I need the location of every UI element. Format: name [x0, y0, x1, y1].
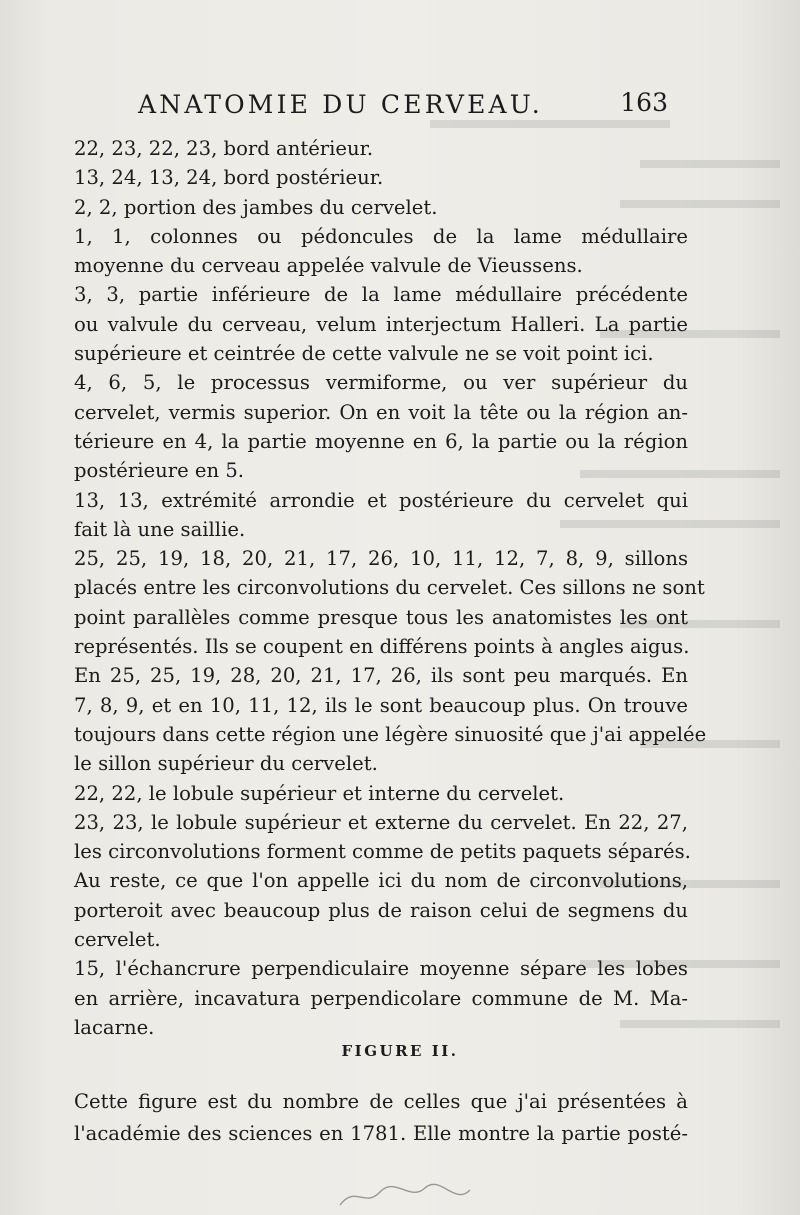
figure-heading: FIGURE II. [341, 1042, 459, 1060]
text-line: En 25, 25, 19, 28, 20, 21, 17, 26, ils sont peu marqués. En [74, 664, 688, 688]
paragraph [74, 544, 707, 778]
paragraph [74, 779, 688, 808]
text-line: 3, 3, partie inférieure de la lame médullaire précédente [74, 283, 688, 307]
text-line: supérieure et ceintrée de cette valvule ne se voit point ici. [74, 342, 654, 366]
text-line: placés entre les circonvolutions du cervelet. Ces sillons ne sont [74, 576, 705, 600]
text-line: les circonvolutions forment comme de petits paquets séparés. [74, 840, 691, 864]
text-line: 15, l'échancrure perpendiculaire moyenne sépare les lobes [74, 957, 688, 981]
text-line: 4, 6, 5, le processus vermiforme, ou ver supérieur du [74, 371, 688, 395]
text-line: postérieure en 5. [74, 459, 245, 483]
text-line: térieure en 4, la partie moyenne en 6, la partie ou la région [74, 429, 688, 453]
text-line: point parallèles comme presque tous les anatomistes les ont [74, 605, 688, 629]
text-line: en arrière, incavatura perpendicolare commune de M. Ma- [74, 986, 688, 1010]
text-line: l'académie des sciences en 1781. Elle montre la partie posté- [74, 1122, 688, 1145]
paragraph [74, 954, 688, 1042]
paragraph [74, 486, 688, 545]
text-line: 13, 13, extrémité arrondie et postérieure du cervelet qui [74, 488, 688, 512]
text-line: cervelet. [74, 928, 161, 952]
paragraph [74, 280, 688, 368]
text-line: porteroit avec beaucoup plus de raison celui de segmens du [74, 898, 688, 922]
handwritten-mark-icon [330, 1180, 480, 1210]
text-line: 22, 23, 22, 23, bord antérieur. [74, 137, 374, 160]
text-line: moyenne du cerveau appelée valvule de Vieussens. [74, 254, 583, 278]
paragraph [74, 808, 691, 954]
paragraph [74, 193, 688, 222]
running-title: ANATOMIE DU CERVEAU. [138, 90, 543, 119]
text-line: 2, 2, portion des jambes du cervelet. [74, 195, 438, 219]
paragraph [74, 368, 688, 485]
paragraph [74, 163, 688, 192]
page-header [138, 84, 668, 124]
text-line: toujours dans cette région une légère sinuosité que j'ai appelée [74, 722, 707, 746]
text-line: lacarne. [74, 1015, 155, 1039]
text-line: le sillon supérieur du cervelet. [74, 752, 378, 776]
paragraph [74, 222, 688, 281]
text-line: Au reste, ce que l'on appelle ici du nom de circonvolutions, [74, 869, 688, 893]
text-line: 22, 22, le lobule supérieur et interne du cervelet. [74, 781, 565, 805]
paragraph [74, 134, 688, 163]
text-line: 7, 8, 9, et en 10, 11, 12, ils le sont beaucoup plus. On trouve [74, 693, 688, 717]
text-line: 1, 1, colonnes ou pédoncules de la lame médullaire [74, 224, 688, 248]
text-line: 23, 23, le lobule supérieur et externe du cervelet. En 22, 27, [74, 810, 688, 834]
text-line: ou valvule du cerveau, velum interjectum Halleri. La partie [74, 312, 688, 336]
page-number: 163 [620, 88, 668, 117]
text-line: Cette figure est du nombre de celles que j'ai présentées à [74, 1090, 688, 1113]
text-line: cervelet, vermis superior. On en voit la tête ou la région an- [74, 400, 688, 424]
text-line: représentés. Ils se coupent en différens points à angles aigus. [74, 635, 690, 659]
figure-description [74, 1086, 688, 1150]
body-text [74, 134, 707, 1042]
text-line: fait là une saillie. [74, 517, 246, 541]
text-line: 13, 24, 13, 24, bord postérieur. [74, 166, 384, 190]
text-line: 25, 25, 19, 18, 20, 21, 17, 26, 10, 11, 12, 7, 8, 9, sillons [74, 547, 688, 571]
